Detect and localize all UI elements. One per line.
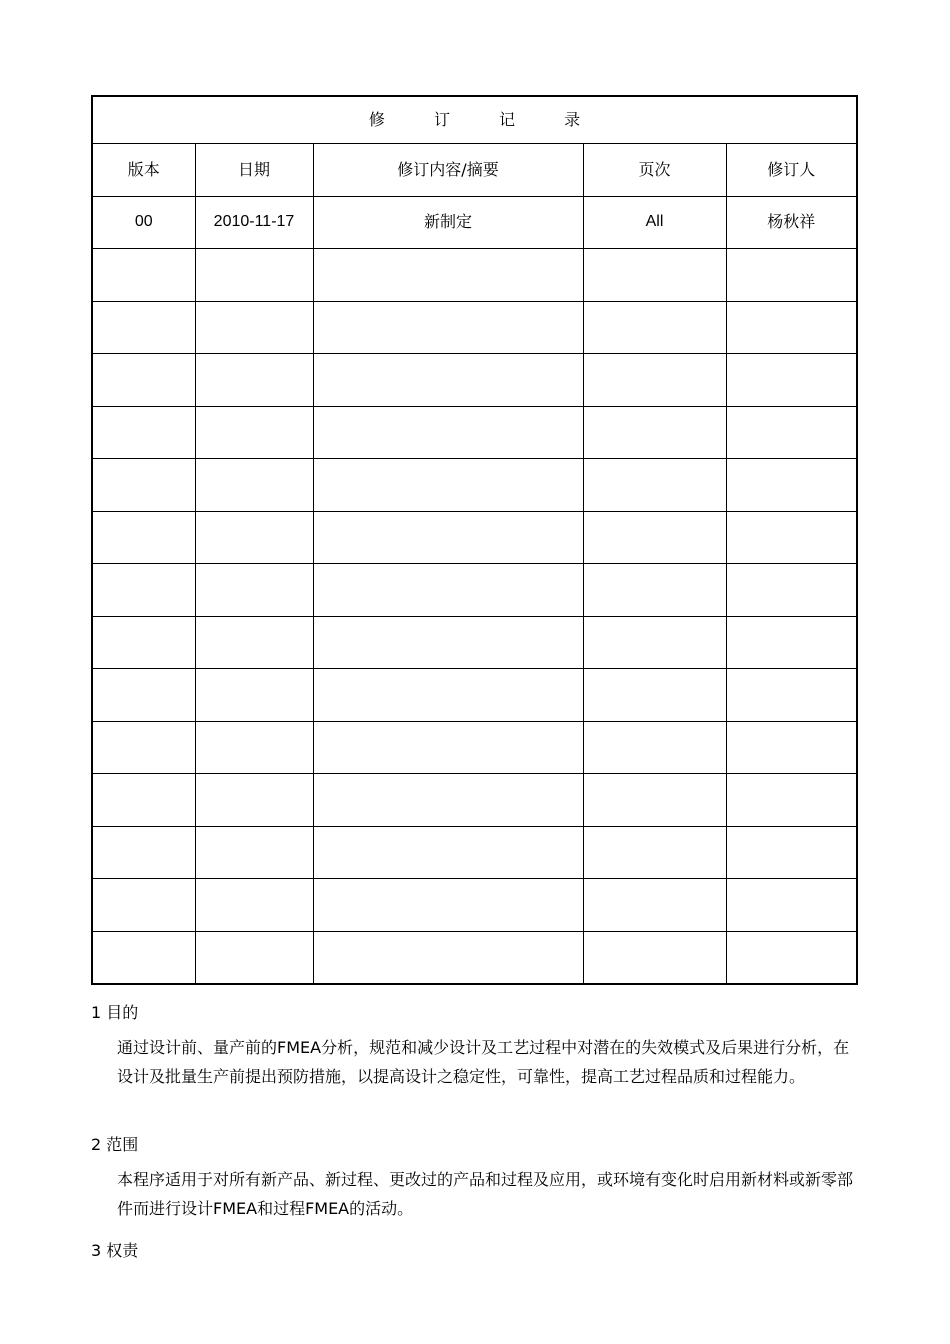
- cell-date: [195, 406, 313, 459]
- cell-reviser: [726, 721, 857, 774]
- cell-date: [195, 249, 313, 302]
- cell-content: [313, 354, 583, 407]
- cell-content: [313, 616, 583, 669]
- section-heading: 1 目的: [91, 1003, 139, 1022]
- cell-reviser: [726, 301, 857, 354]
- cell-content: [313, 669, 583, 722]
- cell-reviser: [726, 879, 857, 932]
- cell-pages: [583, 826, 726, 879]
- cell-date: [195, 774, 313, 827]
- cell-date: [195, 459, 313, 512]
- cell-version: [92, 669, 195, 722]
- cell-content: [313, 301, 583, 354]
- cell-version: [92, 931, 195, 984]
- cell-version: 00: [92, 196, 195, 249]
- cell-date: 2010-11-17: [195, 196, 313, 249]
- cell-version: [92, 721, 195, 774]
- cell-pages: [583, 249, 726, 302]
- cell-version: [92, 564, 195, 617]
- table-row: [92, 931, 857, 984]
- section-purpose: [91, 1000, 861, 1091]
- cell-version: [92, 826, 195, 879]
- cell-pages: [583, 879, 726, 932]
- table-row: [92, 826, 857, 879]
- header-content: 修订内容/摘要: [313, 144, 583, 197]
- cell-reviser: [726, 931, 857, 984]
- section-scope: [91, 1132, 861, 1223]
- cell-version: [92, 354, 195, 407]
- cell-version: [92, 301, 195, 354]
- cell-pages: [583, 511, 726, 564]
- table-row: [92, 511, 857, 564]
- cell-reviser: [726, 354, 857, 407]
- cell-pages: All: [583, 196, 726, 249]
- table-row: [92, 196, 857, 249]
- table-row: [92, 879, 857, 932]
- cell-version: [92, 459, 195, 512]
- cell-version: [92, 774, 195, 827]
- cell-date: [195, 301, 313, 354]
- revision-record-table: [91, 95, 858, 985]
- cell-reviser: [726, 616, 857, 669]
- cell-date: [195, 826, 313, 879]
- table-row: [92, 774, 857, 827]
- header-date: 日期: [195, 144, 313, 197]
- cell-reviser: [726, 669, 857, 722]
- table-row: [92, 459, 857, 512]
- section-heading: 2 范围: [91, 1135, 139, 1154]
- table-row: [92, 301, 857, 354]
- cell-version: [92, 879, 195, 932]
- table-row: [92, 616, 857, 669]
- cell-pages: [583, 721, 726, 774]
- cell-date: [195, 564, 313, 617]
- section-paragraph: 通过设计前、量产前的FMEA分析，规范和减少设计及工艺过程中对潜在的失效模式及后果进行分析，在设计及批量生产前提出预防措施，以提高设计之稳定性，可靠性，提高工艺过程品质和过程能力。: [117, 1038, 850, 1086]
- header-version: 版本: [92, 144, 195, 197]
- cell-content: [313, 774, 583, 827]
- table-row: [92, 564, 857, 617]
- cell-date: [195, 879, 313, 932]
- table-header-row: [92, 144, 857, 197]
- section-paragraph: 本程序适用于对所有新产品、新过程、更改过的产品和过程及应用，或环境有变化时启用新材料或新零部件而进行设计FMEA和过程FMEA的活动。: [117, 1170, 854, 1218]
- cell-version: [92, 406, 195, 459]
- cell-date: [195, 669, 313, 722]
- cell-content: [313, 459, 583, 512]
- cell-pages: [583, 564, 726, 617]
- table-row: [92, 354, 857, 407]
- cell-content: [313, 406, 583, 459]
- cell-pages: [583, 774, 726, 827]
- table-row: [92, 669, 857, 722]
- cell-reviser: [726, 459, 857, 512]
- cell-reviser: [726, 826, 857, 879]
- cell-date: [195, 511, 313, 564]
- cell-date: [195, 721, 313, 774]
- cell-content: [313, 826, 583, 879]
- cell-content: [313, 879, 583, 932]
- cell-date: [195, 931, 313, 984]
- table-row: [92, 721, 857, 774]
- cell-reviser: [726, 406, 857, 459]
- cell-pages: [583, 669, 726, 722]
- cell-content: [313, 721, 583, 774]
- cell-reviser: [726, 774, 857, 827]
- cell-reviser: 杨秋祥: [726, 196, 857, 249]
- cell-version: [92, 616, 195, 669]
- table-row: [92, 249, 857, 302]
- cell-pages: [583, 406, 726, 459]
- cell-date: [195, 354, 313, 407]
- cell-date: [195, 616, 313, 669]
- table-title: 修 订 记 录: [92, 96, 857, 144]
- cell-content: 新制定: [313, 196, 583, 249]
- cell-content: [313, 511, 583, 564]
- cell-content: [313, 564, 583, 617]
- cell-pages: [583, 459, 726, 512]
- cell-version: [92, 249, 195, 302]
- cell-content: [313, 249, 583, 302]
- section-heading: 3 权责: [91, 1241, 139, 1260]
- header-pages: 页次: [583, 144, 726, 197]
- header-reviser: 修订人: [726, 144, 857, 197]
- cell-pages: [583, 301, 726, 354]
- cell-reviser: [726, 564, 857, 617]
- section-responsibility: [91, 1238, 861, 1261]
- cell-pages: [583, 616, 726, 669]
- cell-pages: [583, 931, 726, 984]
- cell-reviser: [726, 511, 857, 564]
- cell-pages: [583, 354, 726, 407]
- cell-reviser: [726, 249, 857, 302]
- table-row: [92, 406, 857, 459]
- cell-version: [92, 511, 195, 564]
- cell-content: [313, 931, 583, 984]
